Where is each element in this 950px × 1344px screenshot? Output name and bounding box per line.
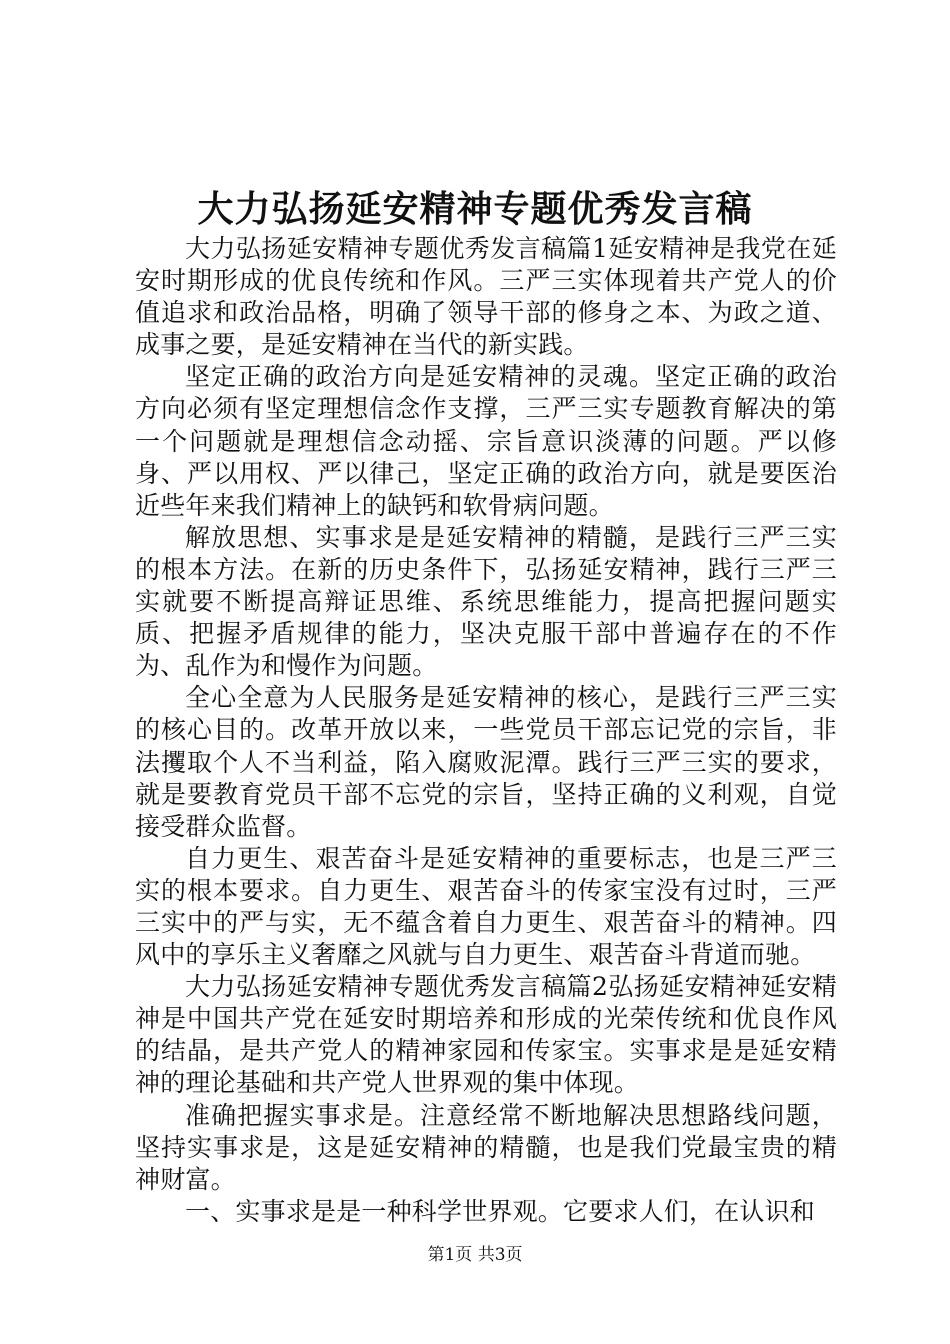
paragraph: 坚定正确的政治方向是延安精神的灵魂。坚定正确的政治方向必须有坚定理想信念作支撑，三严三实专题教育解决的第一个问题就是理想信念动摇、宗旨意识淡薄的问题。严以修身、严以用权、严以律己，坚定正确的政治方向，就是要医治近些年来我们精神上的缺钙和软骨病问题。: [135, 362, 837, 520]
paragraph: 一、实事求是是一种科学世界观。它要求人们，在认识和: [185, 1196, 816, 1226]
paragraph: 解放思想、实事求是是延安精神的精髓，是践行三严三实的根本方法。在新的历史条件下，弘扬延安精神，践行三严三实就要不断提高辩证思维、系统思维能力，提高把握问题实质、把握矛盾规律的能力，坚决克服干部中普遍存在的不作为、乱作为和慢作为问题。: [135, 522, 837, 681]
paragraph: 大力弘扬延安精神专题优秀发言稿篇2弘扬延安精神延安精神是中国共产党在延安时期培养和形成的光荣传统和优良作风的结晶，是共产党人的精神家园和传家宝。实事求是是延安精神的理论基础和共产党人世界观的集中体现。: [135, 972, 837, 1098]
paragraph: 准确把握实事求是。注意经常不断地解决思想路线问题，坚持实事求是，这是延安精神的精髓，也是我们党最宝贵的精神财富。: [135, 1100, 837, 1194]
paragraph: 自力更生、艰苦奋斗是延安精神的重要标志，也是三严三实的根本要求。自力更生、艰苦奋斗的传家宝没有过时，三严三实中的严与实，无不蕴含着自力更生、艰苦奋斗的精神。四风中的享乐主义奢靡之风就与自力更生、艰苦奋斗背道而驰。: [135, 843, 837, 970]
document-title: 大力弘扬延安精神专题优秀发言稿: [197, 188, 753, 230]
paragraph: 大力弘扬延安精神专题优秀发言稿篇1延安精神是我党在延安时期形成的优良传统和作风。三严三实体现着共产党人的价值追求和政治品格，明确了领导干部的修身之本、为政之道、成事之要，是延安精神在当代的新实践。: [135, 234, 837, 360]
document-body: [135, 233, 837, 1228]
paragraph: 全心全意为人民服务是延安精神的核心，是践行三严三实的核心目的。改革开放以来，一些党员干部忘记党的宗旨，非法攫取个人不当利益，陷入腐败泥潭。践行三严三实的要求，就是要教育党员干部不忘党的宗旨，坚持正确的义利观，自觉接受群众监督。: [135, 683, 837, 841]
page-footer: 第1页 共3页: [427, 1245, 523, 1265]
